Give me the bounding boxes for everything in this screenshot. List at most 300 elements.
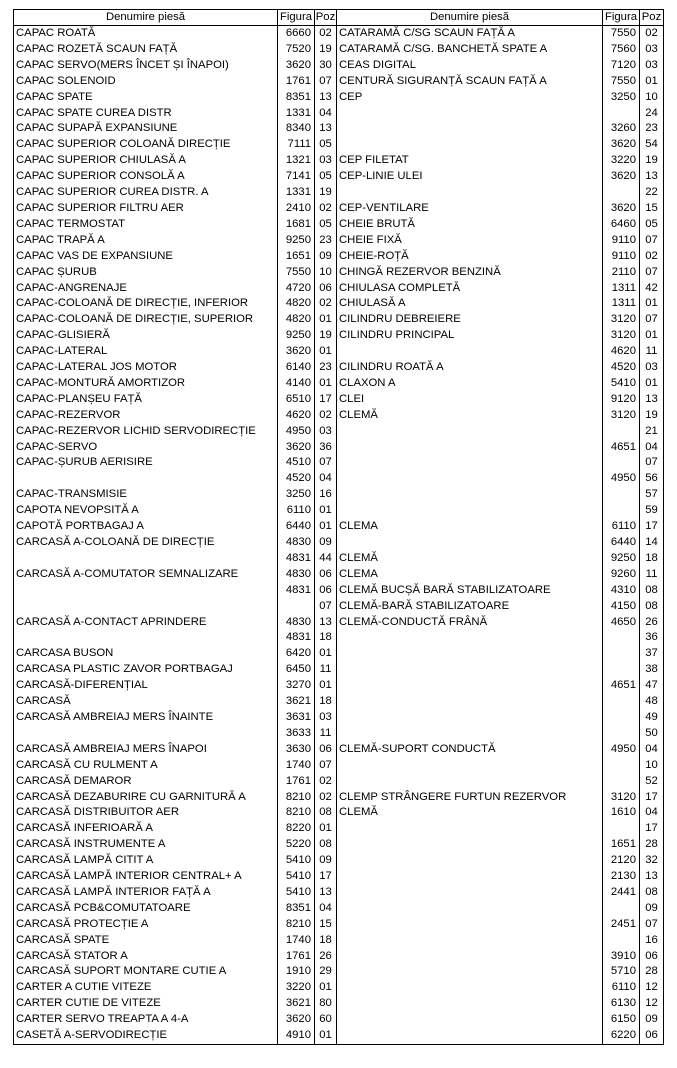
- left-figure-number: 1761: [278, 774, 315, 790]
- right-figure-number: [603, 185, 640, 201]
- left-figure-number: 6420: [278, 646, 315, 662]
- right-figure-number: 9250: [603, 551, 640, 567]
- left-part-name: CAPAC-ANGRENAJE: [14, 281, 278, 297]
- right-position-number: 07: [640, 455, 664, 471]
- left-figure-number: [278, 599, 315, 615]
- table-row: [14, 869, 664, 885]
- table-row: [14, 503, 664, 519]
- left-position-number: 03: [315, 710, 337, 726]
- left-position-number: 30: [315, 58, 337, 74]
- table-row: [14, 853, 664, 869]
- right-position-number: 03: [640, 360, 664, 376]
- left-part-name: [14, 726, 278, 742]
- table-row: [14, 455, 664, 471]
- left-part-name: [14, 630, 278, 646]
- right-part-name: [337, 121, 603, 137]
- right-part-name: [337, 106, 603, 122]
- table-row: [14, 296, 664, 312]
- left-figure-number: 4620: [278, 408, 315, 424]
- left-position-number: 07: [315, 455, 337, 471]
- right-position-number: 32: [640, 853, 664, 869]
- left-figure-number: 3631: [278, 710, 315, 726]
- left-position-number: 01: [315, 312, 337, 328]
- right-figure-number: 6110: [603, 519, 640, 535]
- left-figure-number: 8351: [278, 90, 315, 106]
- left-part-name: CAPAC SERVO(MERS ÎNCET ȘI ÎNAPOI): [14, 58, 278, 74]
- left-position-number: 60: [315, 1012, 337, 1028]
- table-row: [14, 964, 664, 980]
- right-position-number: 07: [640, 233, 664, 249]
- left-figure-number: 6440: [278, 519, 315, 535]
- left-figure-number: 6110: [278, 503, 315, 519]
- left-figure-number: 7550: [278, 265, 315, 281]
- table-row: [14, 662, 664, 678]
- right-figure-number: 3620: [603, 169, 640, 185]
- left-part-name: CAPAC-TRANSMISIE: [14, 487, 278, 503]
- left-position-number: 44: [315, 551, 337, 567]
- left-position-number: 13: [315, 90, 337, 106]
- left-part-name: CARCASĂ CU RULMENT A: [14, 758, 278, 774]
- right-position-number: 28: [640, 964, 664, 980]
- right-figure-number: [603, 455, 640, 471]
- table-row: [14, 646, 664, 662]
- left-position-number: 18: [315, 694, 337, 710]
- right-part-name: CLEMĂ: [337, 551, 603, 567]
- right-position-number: 03: [640, 58, 664, 74]
- left-figure-number: 8340: [278, 121, 315, 137]
- right-part-name: CILINDRU DEBREIERE: [337, 312, 603, 328]
- left-part-name: CARCASĂ A-COLOANĂ DE DIRECȚIE: [14, 535, 278, 551]
- right-part-name: [337, 964, 603, 980]
- left-figure-number: 3630: [278, 742, 315, 758]
- right-part-name: CLEMĂ-CONDUCTĂ FRÂNĂ: [337, 615, 603, 631]
- right-part-name: [337, 996, 603, 1012]
- right-part-name: [337, 1028, 603, 1044]
- left-position-number: 06: [315, 567, 337, 583]
- right-figure-number: 4651: [603, 440, 640, 456]
- table-row: [14, 312, 664, 328]
- left-part-name: CAPAC SUPERIOR COLOANĂ DIRECȚIE: [14, 137, 278, 153]
- left-part-name: CAPAC TERMOSTAT: [14, 217, 278, 233]
- right-figure-number: [603, 710, 640, 726]
- left-position-number: 13: [315, 615, 337, 631]
- right-figure-number: 3120: [603, 312, 640, 328]
- right-figure-number: [603, 487, 640, 503]
- right-part-name: CHINGĂ REZERVOR BENZINĂ: [337, 265, 603, 281]
- left-position-number: 10: [315, 265, 337, 281]
- left-figure-number: 8210: [278, 917, 315, 933]
- left-part-name: [14, 583, 278, 599]
- right-position-number: 18: [640, 551, 664, 567]
- left-figure-number: 8210: [278, 805, 315, 821]
- table-row: [14, 933, 664, 949]
- table-row: [14, 742, 664, 758]
- right-figure-number: 3260: [603, 121, 640, 137]
- right-position-number: 56: [640, 471, 664, 487]
- left-position-number: 02: [315, 296, 337, 312]
- left-part-name: CARCASĂ LAMPĂ CITIT A: [14, 853, 278, 869]
- left-position-number: 09: [315, 853, 337, 869]
- table-row: [14, 233, 664, 249]
- right-figure-number: 7560: [603, 42, 640, 58]
- right-figure-number: 4650: [603, 615, 640, 631]
- left-figure-number: 1740: [278, 758, 315, 774]
- table-row: [14, 821, 664, 837]
- right-figure-number: 4651: [603, 678, 640, 694]
- table-row: [14, 805, 664, 821]
- table-row: [14, 487, 664, 503]
- table-body: [14, 26, 664, 1045]
- right-figure-number: 9110: [603, 233, 640, 249]
- right-part-name: [337, 837, 603, 853]
- table-row: [14, 201, 664, 217]
- left-part-name: CAPAC-REZERVOR LICHID SERVODIRECȚIE: [14, 424, 278, 440]
- parts-index-sheet: [13, 9, 664, 1045]
- left-position-number: 05: [315, 217, 337, 233]
- left-position-number: 02: [315, 790, 337, 806]
- left-figure-number: 4520: [278, 471, 315, 487]
- right-part-name: [337, 869, 603, 885]
- right-figure-number: 4150: [603, 599, 640, 615]
- left-position-number: 09: [315, 249, 337, 265]
- left-part-name: CAPAC-COLOANĂ DE DIRECȚIE, SUPERIOR: [14, 312, 278, 328]
- left-figure-number: 5410: [278, 869, 315, 885]
- left-position-number: 01: [315, 519, 337, 535]
- right-position-number: 14: [640, 535, 664, 551]
- left-part-name: CAPAC-SERVO: [14, 440, 278, 456]
- right-part-name: [337, 630, 603, 646]
- right-part-name: [337, 901, 603, 917]
- left-position-number: 01: [315, 980, 337, 996]
- right-part-name: CLEMP STRÂNGERE FURTUN REZERVOR: [337, 790, 603, 806]
- right-figure-number: 6460: [603, 217, 640, 233]
- left-position-number: 17: [315, 392, 337, 408]
- left-part-name: CAPAC ȘURUB: [14, 265, 278, 281]
- left-position-number: 18: [315, 630, 337, 646]
- right-figure-number: 6150: [603, 1012, 640, 1028]
- right-part-name: [337, 774, 603, 790]
- left-part-name: CARCASĂ SPATE: [14, 933, 278, 949]
- left-position-number: 06: [315, 742, 337, 758]
- right-position-number: 17: [640, 519, 664, 535]
- right-position-number: 38: [640, 662, 664, 678]
- left-part-name: CAPAC SUPERIOR FILTRU AER: [14, 201, 278, 217]
- right-position-number: 01: [640, 296, 664, 312]
- right-part-name: [337, 535, 603, 551]
- left-position-number: 16: [315, 487, 337, 503]
- left-position-number: 01: [315, 1028, 337, 1044]
- right-figure-number: [603, 726, 640, 742]
- left-position-number: 01: [315, 344, 337, 360]
- right-part-name: CLEMĂ: [337, 805, 603, 821]
- right-position-number: 01: [640, 376, 664, 392]
- left-part-name: [14, 551, 278, 567]
- right-position-number: 13: [640, 169, 664, 185]
- right-part-name: [337, 471, 603, 487]
- left-figure-number: 4830: [278, 615, 315, 631]
- left-position-number: 11: [315, 726, 337, 742]
- left-figure-number: 8210: [278, 790, 315, 806]
- left-figure-number: 1761: [278, 74, 315, 90]
- right-figure-number: [603, 694, 640, 710]
- table-row: [14, 996, 664, 1012]
- left-part-name: CAPAC VAS DE EXPANSIUNE: [14, 249, 278, 265]
- right-part-name: CLEMĂ-SUPORT CONDUCTĂ: [337, 742, 603, 758]
- left-part-name: CAPOTĂ PORTBAGAJ A: [14, 519, 278, 535]
- left-figure-number: 6660: [278, 26, 315, 42]
- table-row: [14, 281, 664, 297]
- left-position-number: 23: [315, 233, 337, 249]
- table-row: [14, 630, 664, 646]
- header-figure-right: Figura: [603, 10, 640, 26]
- left-position-number: 17: [315, 869, 337, 885]
- right-figure-number: 5410: [603, 376, 640, 392]
- right-figure-number: 2120: [603, 853, 640, 869]
- right-part-name: [337, 424, 603, 440]
- left-part-name: CAPOTA NEVOPSITĂ A: [14, 503, 278, 519]
- right-position-number: 12: [640, 980, 664, 996]
- left-figure-number: 5410: [278, 853, 315, 869]
- right-part-name: [337, 853, 603, 869]
- right-position-number: 04: [640, 440, 664, 456]
- right-part-name: CATARAMĂ C/SG SCAUN FAȚĂ A: [337, 26, 603, 42]
- left-figure-number: 4831: [278, 630, 315, 646]
- table-row: [14, 599, 664, 615]
- left-part-name: CAPAC SUPERIOR CUREA DISTR. A: [14, 185, 278, 201]
- right-part-name: CEP-LINIE ULEI: [337, 169, 603, 185]
- right-position-number: 36: [640, 630, 664, 646]
- table-row: [14, 74, 664, 90]
- left-figure-number: 3270: [278, 678, 315, 694]
- right-figure-number: [603, 933, 640, 949]
- left-figure-number: 1331: [278, 185, 315, 201]
- right-figure-number: 3620: [603, 201, 640, 217]
- table-row: [14, 424, 664, 440]
- left-part-name: CARTER SERVO TREAPTA A 4-A: [14, 1012, 278, 1028]
- right-figure-number: 6440: [603, 535, 640, 551]
- right-position-number: 02: [640, 26, 664, 42]
- left-position-number: 29: [315, 964, 337, 980]
- left-figure-number: 3620: [278, 58, 315, 74]
- right-position-number: 06: [640, 1028, 664, 1044]
- left-position-number: 07: [315, 599, 337, 615]
- right-part-name: [337, 344, 603, 360]
- right-position-number: 09: [640, 901, 664, 917]
- left-position-number: 07: [315, 74, 337, 90]
- table-row: [14, 392, 664, 408]
- right-part-name: CHEIE BRUTĂ: [337, 217, 603, 233]
- left-position-number: 03: [315, 424, 337, 440]
- left-position-number: 13: [315, 121, 337, 137]
- table-row: [14, 169, 664, 185]
- right-figure-number: 4950: [603, 471, 640, 487]
- right-part-name: [337, 726, 603, 742]
- right-part-name: CEP: [337, 90, 603, 106]
- right-figure-number: [603, 106, 640, 122]
- left-figure-number: 3621: [278, 694, 315, 710]
- left-part-name: CAPAC SPATE: [14, 90, 278, 106]
- right-position-number: 23: [640, 121, 664, 137]
- left-position-number: 05: [315, 169, 337, 185]
- left-position-number: 19: [315, 185, 337, 201]
- left-position-number: 02: [315, 201, 337, 217]
- right-figure-number: [603, 901, 640, 917]
- left-position-number: 23: [315, 360, 337, 376]
- left-position-number: 26: [315, 949, 337, 965]
- left-figure-number: 3633: [278, 726, 315, 742]
- left-figure-number: 4831: [278, 551, 315, 567]
- right-position-number: 50: [640, 726, 664, 742]
- left-position-number: 36: [315, 440, 337, 456]
- left-position-number: 08: [315, 837, 337, 853]
- left-figure-number: 1761: [278, 949, 315, 965]
- left-figure-number: 4830: [278, 567, 315, 583]
- left-part-name: CAPAC SUPERIOR CONSOLĂ A: [14, 169, 278, 185]
- right-position-number: 04: [640, 805, 664, 821]
- left-position-number: 09: [315, 535, 337, 551]
- header-figure-left: Figura: [278, 10, 315, 26]
- right-figure-number: 9120: [603, 392, 640, 408]
- left-part-name: CARCASĂ AMBREIAJ MERS ÎNAPOI: [14, 742, 278, 758]
- left-figure-number: 3620: [278, 440, 315, 456]
- table-row: [14, 837, 664, 853]
- table-row: [14, 137, 664, 153]
- right-figure-number: 7120: [603, 58, 640, 74]
- left-figure-number: 1910: [278, 964, 315, 980]
- right-figure-number: 7550: [603, 26, 640, 42]
- right-part-name: CILINDRU PRINCIPAL: [337, 328, 603, 344]
- left-figure-number: 1740: [278, 933, 315, 949]
- right-figure-number: 7550: [603, 74, 640, 90]
- right-figure-number: [603, 424, 640, 440]
- left-part-name: CAPAC-ȘURUB AERISIRE: [14, 455, 278, 471]
- table-row: [14, 265, 664, 281]
- right-figure-number: 3910: [603, 949, 640, 965]
- right-part-name: [337, 980, 603, 996]
- right-position-number: 19: [640, 408, 664, 424]
- left-position-number: 18: [315, 933, 337, 949]
- left-position-number: 01: [315, 821, 337, 837]
- left-figure-number: 1681: [278, 217, 315, 233]
- right-position-number: 21: [640, 424, 664, 440]
- table-row: [14, 678, 664, 694]
- left-figure-number: 4140: [278, 376, 315, 392]
- right-figure-number: [603, 774, 640, 790]
- right-position-number: 59: [640, 503, 664, 519]
- left-position-number: 19: [315, 42, 337, 58]
- table-row: [14, 1012, 664, 1028]
- right-part-name: [337, 440, 603, 456]
- parts-table: [13, 9, 664, 1045]
- right-figure-number: 2130: [603, 869, 640, 885]
- table-row: [14, 980, 664, 996]
- right-part-name: [337, 678, 603, 694]
- right-figure-number: 6130: [603, 996, 640, 1012]
- right-figure-number: 2110: [603, 265, 640, 281]
- right-position-number: 15: [640, 201, 664, 217]
- table-row: [14, 583, 664, 599]
- right-part-name: [337, 758, 603, 774]
- right-position-number: 02: [640, 249, 664, 265]
- right-part-name: [337, 710, 603, 726]
- right-position-number: 04: [640, 742, 664, 758]
- left-position-number: 11: [315, 662, 337, 678]
- left-part-name: CARCASĂ INSTRUMENTE A: [14, 837, 278, 853]
- table-row: [14, 551, 664, 567]
- right-position-number: 28: [640, 837, 664, 853]
- right-part-name: [337, 917, 603, 933]
- right-part-name: CHEIE FIXĂ: [337, 233, 603, 249]
- left-figure-number: 2410: [278, 201, 315, 217]
- right-position-number: 19: [640, 153, 664, 169]
- table-row: [14, 949, 664, 965]
- right-figure-number: 3220: [603, 153, 640, 169]
- table-row: [14, 26, 664, 42]
- right-figure-number: [603, 662, 640, 678]
- table-row: [14, 58, 664, 74]
- right-part-name: [337, 646, 603, 662]
- left-part-name: CAPAC SOLENOID: [14, 74, 278, 90]
- table-row: [14, 519, 664, 535]
- left-part-name: CARCASĂ LAMPĂ INTERIOR CENTRAL+ A: [14, 869, 278, 885]
- left-position-number: 01: [315, 646, 337, 662]
- left-position-number: 02: [315, 774, 337, 790]
- right-figure-number: 6220: [603, 1028, 640, 1044]
- left-position-number: 05: [315, 137, 337, 153]
- right-position-number: 37: [640, 646, 664, 662]
- left-part-name: CARTER A CUTIE VITEZE: [14, 980, 278, 996]
- left-part-name: CAPAC-COLOANĂ DE DIRECȚIE, INFERIOR: [14, 296, 278, 312]
- right-part-name: CLAXON A: [337, 376, 603, 392]
- left-part-name: CARCASĂ PROTECȚIE A: [14, 917, 278, 933]
- left-part-name: CARCASĂ INFERIOARĂ A: [14, 821, 278, 837]
- table-row: [14, 471, 664, 487]
- right-position-number: 13: [640, 869, 664, 885]
- left-figure-number: 4830: [278, 535, 315, 551]
- right-figure-number: 1651: [603, 837, 640, 853]
- table-row: [14, 106, 664, 122]
- right-figure-number: 3120: [603, 408, 640, 424]
- left-position-number: 04: [315, 106, 337, 122]
- table-row: [14, 694, 664, 710]
- right-position-number: 08: [640, 599, 664, 615]
- left-position-number: 04: [315, 901, 337, 917]
- right-part-name: [337, 455, 603, 471]
- right-position-number: 17: [640, 790, 664, 806]
- right-position-number: 10: [640, 90, 664, 106]
- right-figure-number: 9110: [603, 249, 640, 265]
- left-position-number: 08: [315, 805, 337, 821]
- right-part-name: CHIULASĂ A: [337, 296, 603, 312]
- left-part-name: CARCASĂ STATOR A: [14, 949, 278, 965]
- left-part-name: CAPAC-LATERAL: [14, 344, 278, 360]
- table-row: [14, 774, 664, 790]
- right-position-number: 08: [640, 885, 664, 901]
- left-figure-number: 4831: [278, 583, 315, 599]
- table-row: [14, 440, 664, 456]
- right-position-number: 07: [640, 917, 664, 933]
- left-part-name: CAPAC-LATERAL JOS MOTOR: [14, 360, 278, 376]
- right-part-name: CLEMA: [337, 519, 603, 535]
- right-part-name: CLEMĂ: [337, 408, 603, 424]
- right-part-name: CATARAMĂ C/SG. BANCHETĂ SPATE A: [337, 42, 603, 58]
- right-part-name: [337, 185, 603, 201]
- right-figure-number: 3250: [603, 90, 640, 106]
- right-position-number: 08: [640, 583, 664, 599]
- left-position-number: 06: [315, 583, 337, 599]
- left-part-name: CARCASA PLASTIC ZAVOR PORTBAGAJ: [14, 662, 278, 678]
- left-position-number: 07: [315, 758, 337, 774]
